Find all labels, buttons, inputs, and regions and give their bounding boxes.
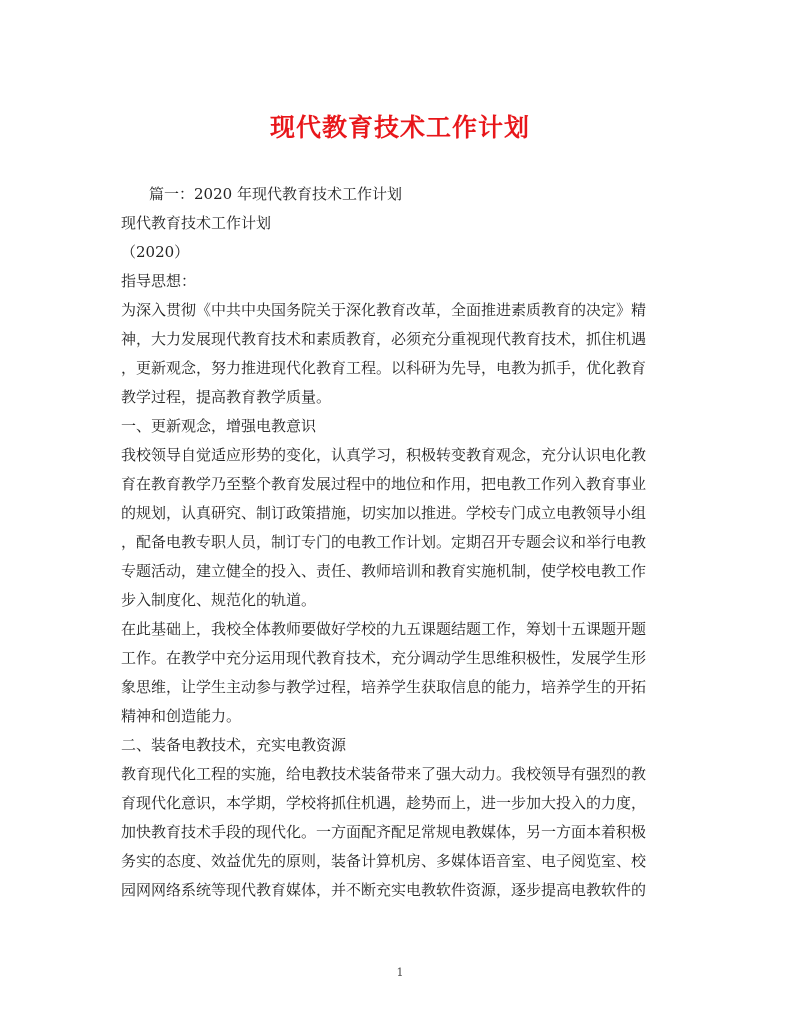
- text-line: ，更新观念，努力推进现代化教育工程。以科研为先导，电教为抓手，优化教育: [121, 359, 647, 377]
- text-line: 指导思想：: [121, 272, 197, 290]
- text-line: 在此基础上，我校全体教师要做好学校的九五课题结题工作，筹划十五课题开题: [121, 620, 647, 638]
- text-line: 加快教育技术手段的现代化。一方面配齐配足常规电教媒体，另一方面本着积极: [121, 823, 647, 841]
- text-line: 园网网络系统等现代教育媒体，并不断充实电教软件资源，逐步提高电教软件的: [121, 881, 647, 899]
- text-line: 育现代化意识，本学期，学校将抓住机遇，趁势而上，进一步加大投入的力度，: [121, 794, 647, 812]
- text-line: 教学过程，提高教育教学质量。: [121, 388, 332, 406]
- document-body: [121, 180, 681, 905]
- text-line: 神，大力发展现代教育技术和素质教育，必须充分重视现代教育技术，抓住机遇: [121, 330, 647, 348]
- page-number: 1: [396, 966, 404, 979]
- text-line: 工作。在教学中充分运用现代教育技术，充分调动学生思维积极性，发展学生形: [121, 649, 647, 667]
- text-line: （2020）: [121, 243, 190, 261]
- text-line: 育在教育教学乃至整个教育发展过程中的地位和作用，把电教工作列入教育事业: [121, 475, 647, 493]
- text-line: ，配备电教专职人员，制订专门的电教工作计划。定期召开专题会议和举行电教: [121, 533, 647, 551]
- text-line: 篇一：2020 年现代教育技术工作计划: [149, 185, 402, 203]
- text-line: 精神和创造能力。: [121, 707, 242, 725]
- text-line: 我校领导自觉适应形势的变化，认真学习，积极转变教育观念，充分认识电化教: [121, 446, 647, 464]
- section-heading: 二、装备电教技术，充实电教资源: [121, 736, 347, 754]
- text-line: 教育现代化工程的实施，给电教技术装备带来了强大动力。我校领导有强烈的教: [121, 765, 647, 783]
- text-line: 务实的态度、效益优先的原则，装备计算机房、多媒体语音室、电子阅览室、校: [121, 852, 647, 870]
- text-line: 象思维，让学生主动参与教学过程，培养学生获取信息的能力，培养学生的开拓: [121, 678, 647, 696]
- text-line: 的规划，认真研究、制订政策措施，切实加以推进。学校专门成立电教领导小组: [121, 504, 647, 522]
- text-line: 步入制度化、规范化的轨道。: [121, 591, 317, 609]
- text-line: 现代教育技术工作计划: [121, 214, 272, 232]
- section-heading: 一、更新观念，增强电教意识: [121, 417, 317, 435]
- text-line: 为深入贯彻《中共中央国务院关于深化教育改革，全面推进素质教育的决定》精: [121, 301, 647, 319]
- document-title: 现代教育技术工作计划: [269, 113, 530, 142]
- text-line: 专题活动，建立健全的投入、责任、教师培训和教育实施机制，使学校电教工作: [121, 562, 647, 580]
